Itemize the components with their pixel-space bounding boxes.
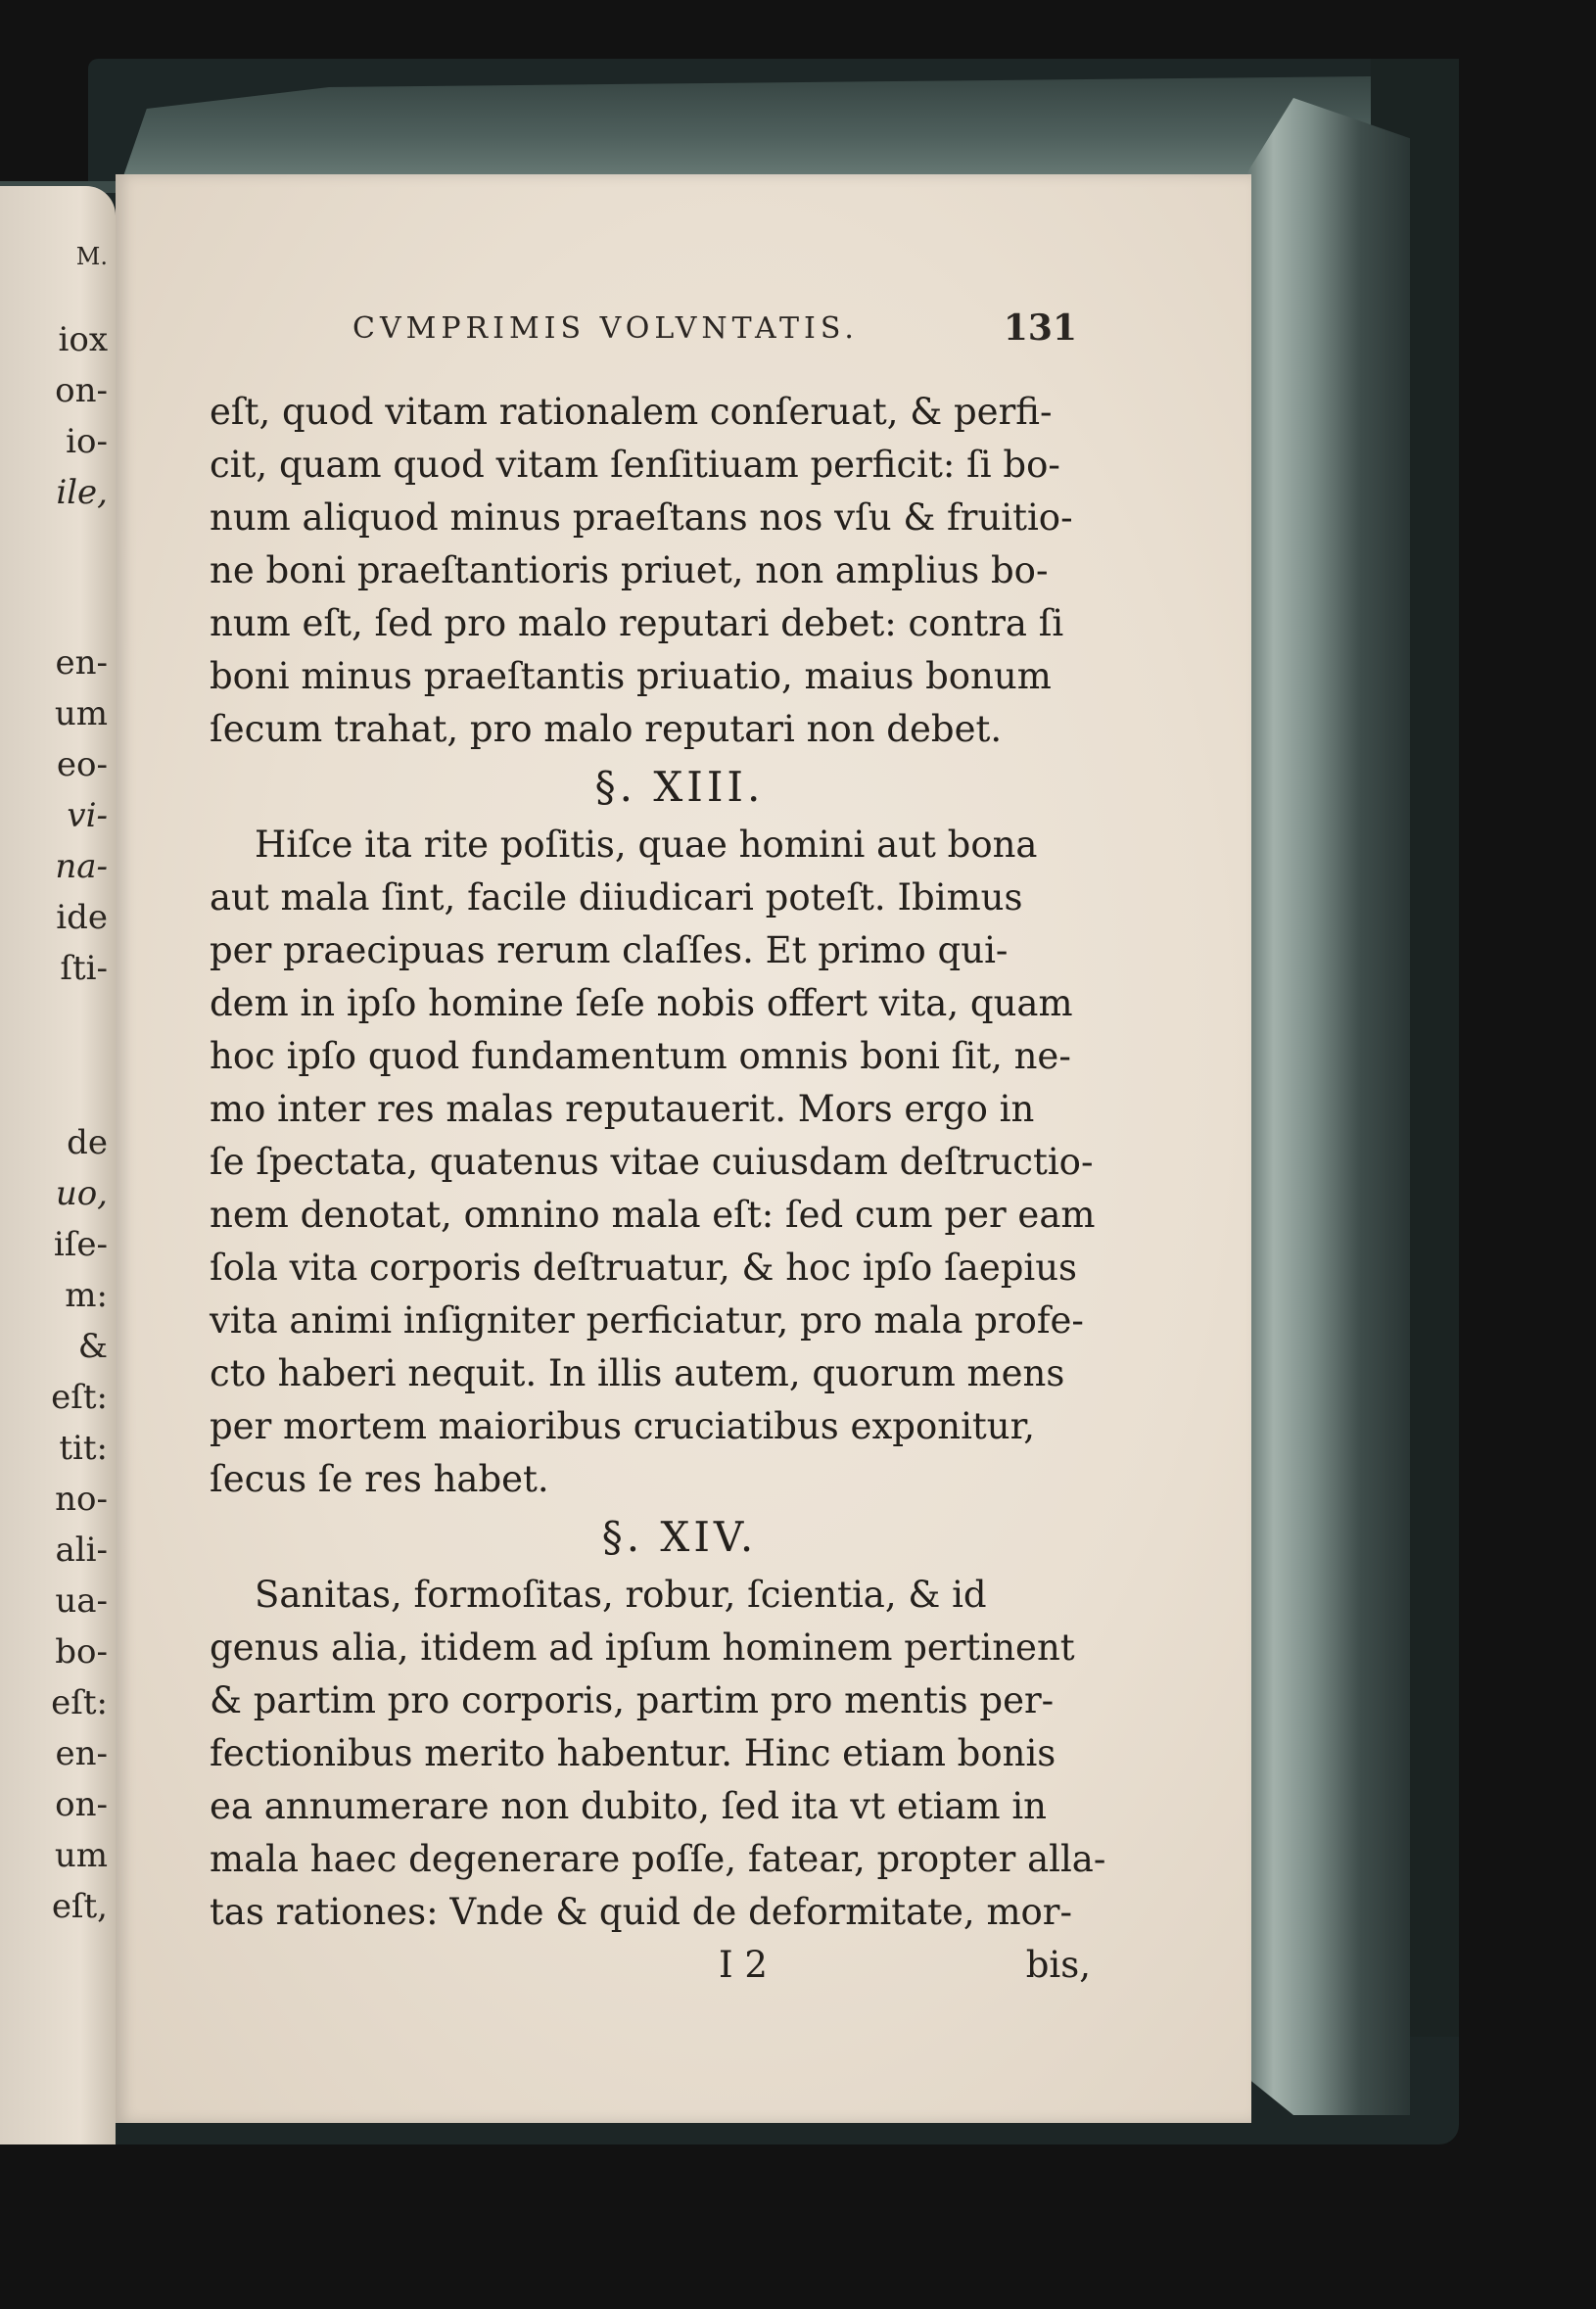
left-fragment: & xyxy=(77,1327,108,1366)
left-fragment: iox xyxy=(58,320,108,359)
text-line: dem in ipſo homine ſeſe nobis offert vita, quam xyxy=(210,982,1073,1024)
left-fragment: bo- xyxy=(55,1632,108,1672)
text-line: nem denotat, omnino mala eſt: ſed cum per eam xyxy=(210,1194,1096,1236)
text-line: cto haberi nequit. In illis autem, quorum mens xyxy=(210,1352,1065,1394)
text-line: cit, quam quod vitam ſenſitiuam perficit: ſi bo- xyxy=(210,444,1060,486)
text-line: ſecum trahat, pro malo reputari non debet. xyxy=(210,708,1003,750)
body-text xyxy=(210,386,1106,1992)
left-fragment: eſt, xyxy=(51,1887,108,1926)
left-fragment: um xyxy=(54,694,108,733)
text-line: genus alia, itidem ad ipſum hominem pertinent xyxy=(210,1626,1075,1669)
running-head xyxy=(352,307,1077,360)
text-line: tas rationes: Vnde & quid de deformitate, mor- xyxy=(210,1891,1072,1933)
left-fragment: on- xyxy=(55,1785,108,1824)
text-line: ſe ſpectata, quatenus vitae cuiusdam deſtructio- xyxy=(210,1141,1094,1183)
left-fragment: iſe- xyxy=(53,1225,108,1264)
left-fragment: ile, xyxy=(56,473,108,512)
text-line: fectionibus merito habentur. Hinc etiam bonis xyxy=(210,1732,1056,1774)
left-fragment: vi- xyxy=(67,796,108,835)
left-fragment: io- xyxy=(66,422,108,461)
left-fragment: en- xyxy=(55,643,108,683)
left-fragment: tit: xyxy=(59,1429,108,1468)
text-line: ſola vita corporis deſtruatur, & hoc ipſo ſaepius xyxy=(210,1247,1078,1289)
left-fragment: m: xyxy=(65,1276,108,1315)
left-fragment: ua- xyxy=(55,1581,108,1621)
text-line: & partim pro corporis, partim pro mentis per- xyxy=(210,1679,1055,1721)
section-heading-13: §. XIII. xyxy=(594,763,765,811)
text-line: Hiſce ita rite poſitis, quae homini aut bona xyxy=(255,824,1038,866)
text-line: hoc ipſo quod fundamentum omnis boni ſit, ne- xyxy=(210,1035,1071,1077)
page-footer xyxy=(210,1939,1091,1992)
text-line: mo inter res malas reputauerit. Mors ergo in xyxy=(210,1088,1035,1130)
signature-mark: I 2 xyxy=(719,1944,768,1986)
left-fragment: eo- xyxy=(56,745,108,784)
left-fragment: na- xyxy=(55,847,108,886)
left-fragment: no- xyxy=(55,1480,108,1519)
left-fragment: on- xyxy=(55,371,108,410)
left-fragment: eſt: xyxy=(51,1378,108,1417)
left-fragment: ſti- xyxy=(60,949,108,988)
left-fragment: eſt: xyxy=(51,1683,108,1722)
text-line: per praecipuas rerum claſſes. Et primo qui- xyxy=(210,929,1009,971)
text-line: eſt, quod vitam rationalem conſeruat, & perfi- xyxy=(210,391,1053,433)
text-line: num aliquod minus praeſtans nos vſu & fruitio- xyxy=(210,496,1073,539)
left-fragment: de xyxy=(67,1123,108,1162)
left-fragment: ide xyxy=(56,898,108,937)
text-line: mala haec degenerare poſſe, fatear, propter alla- xyxy=(210,1838,1106,1880)
running-title: CVMPRIMIS VOLVNTATIS. xyxy=(352,311,859,346)
left-fragment: um xyxy=(54,1836,108,1875)
text-line: aut mala ſint, facile diiudicari poteſt. Ibimus xyxy=(210,876,1023,919)
text-line: boni minus praeſtantis priuatio, maius bonum xyxy=(210,655,1052,697)
text-line: per mortem maioribus cruciatibus exponitur, xyxy=(210,1405,1036,1447)
left-fragment: M. xyxy=(75,243,108,270)
section-heading-14: §. XIV. xyxy=(601,1513,758,1561)
text-line: ſecus ſe res habet. xyxy=(210,1458,549,1500)
catchword: bis, xyxy=(1025,1944,1091,1986)
text-line: num eſt, ſed pro malo reputari debet: contra ſi xyxy=(210,602,1064,644)
left-fragment: uo, xyxy=(55,1174,108,1213)
text-line: ea annumerare non dubito, ſed ita vt etiam in xyxy=(210,1785,1047,1827)
text-line: vita animi inſigniter perficiatur, pro mala profe- xyxy=(210,1299,1084,1342)
left-fragment: en- xyxy=(55,1734,108,1773)
text-line: ne boni praeſtantioris priuet, non amplius bo- xyxy=(210,549,1049,591)
left-fragment: ali- xyxy=(55,1531,108,1570)
page-number: 131 xyxy=(1003,307,1077,349)
page-block-fore-edge xyxy=(1244,98,1410,2115)
text-line: Sanitas, formoſitas, robur, ſcientia, & id xyxy=(255,1574,987,1616)
